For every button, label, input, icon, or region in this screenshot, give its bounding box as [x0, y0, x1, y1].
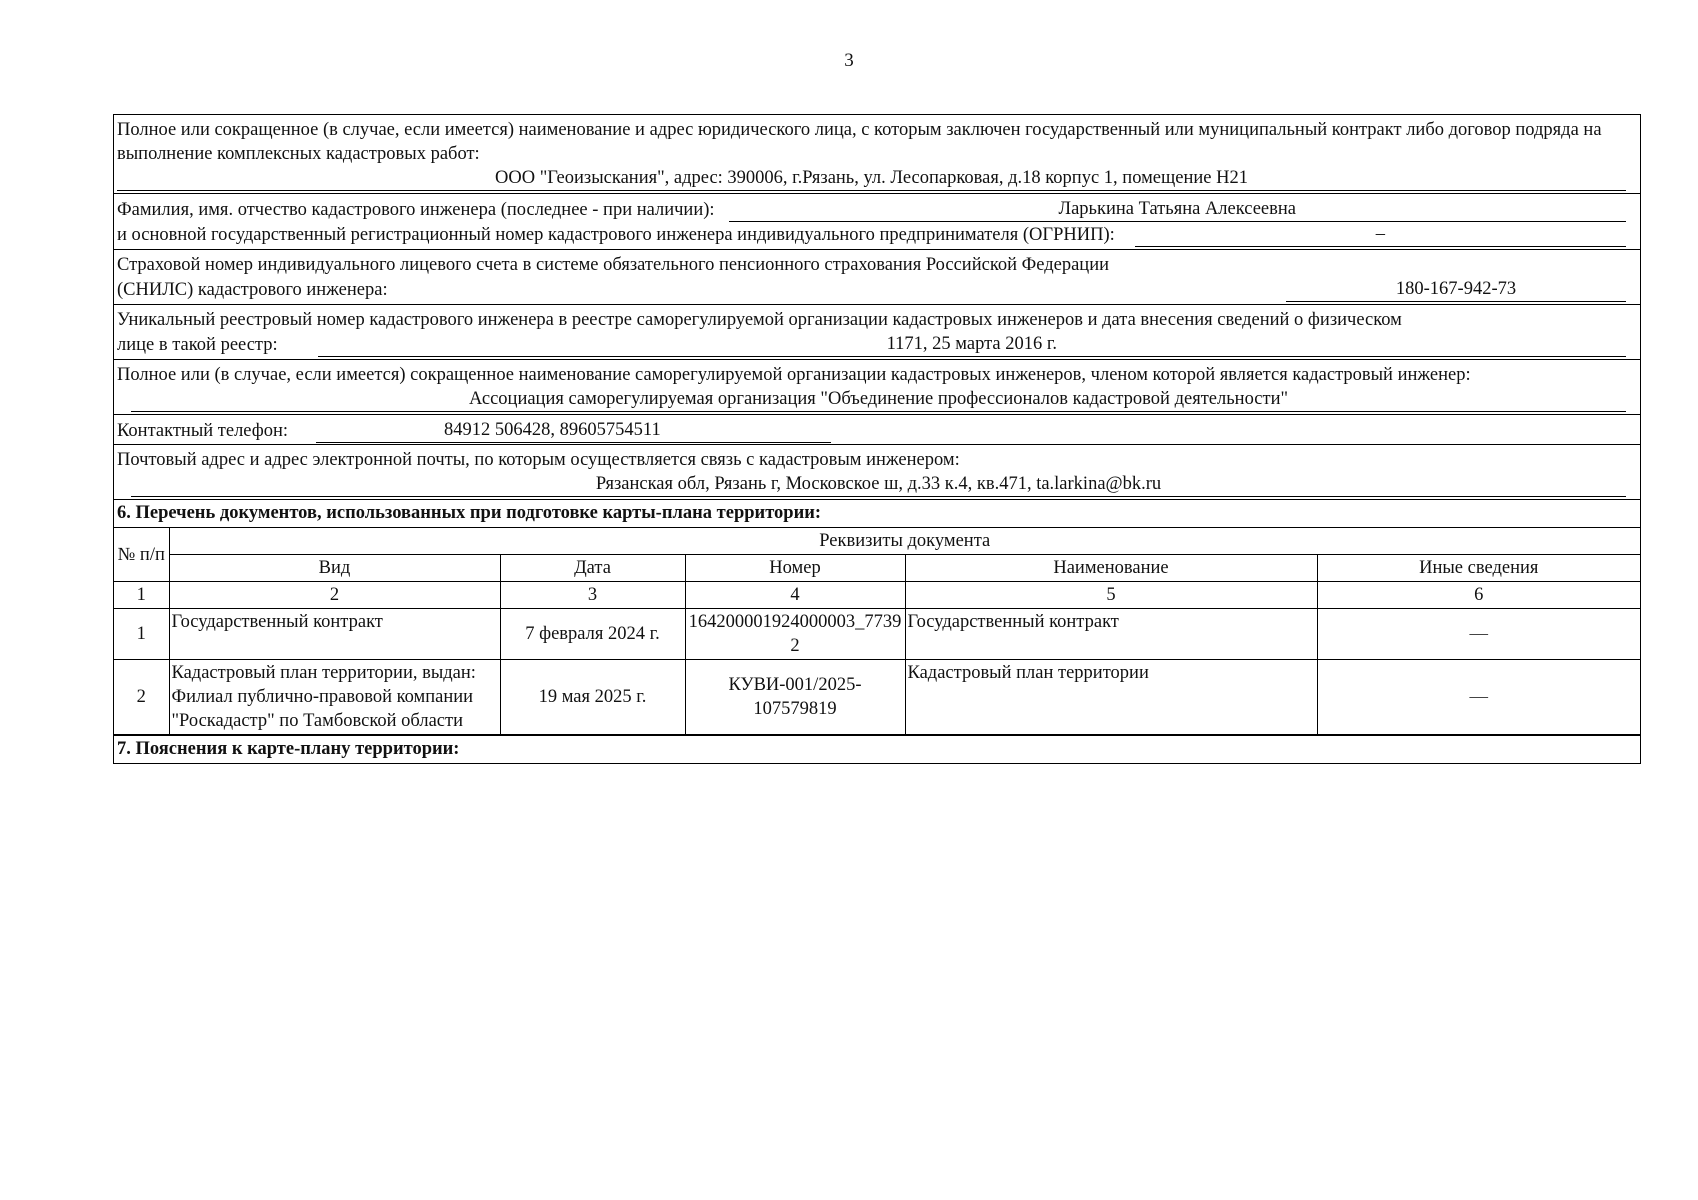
row-number: КУВИ-001/2025-107579819: [685, 660, 905, 735]
row-number: 164200001924000003_77392: [685, 609, 905, 660]
row-date: 19 мая 2025 г.: [500, 660, 685, 735]
contractor-value: ООО "Геоизыскания", адрес: 390006, г.Рязань, ул. Лесопарковая, д.18 корпус 1, помещение Н21: [117, 166, 1626, 191]
row-other: —: [1317, 660, 1640, 735]
document-sheet: [113, 114, 1641, 764]
col-header-name: Наименование: [905, 555, 1317, 582]
col-number: 6: [1317, 582, 1640, 609]
registry-value: 1171, 25 марта 2016 г.: [318, 332, 1626, 357]
sro-block: [114, 360, 1640, 415]
section7-title: 7. Пояснения к карте-плану территории:: [114, 735, 1640, 763]
sro-value: Ассоциация саморегулируемая организация "Объединение профессионалов кадастровой деятельности": [131, 387, 1626, 412]
row-num: 1: [114, 609, 169, 660]
row-date: 7 февраля 2024 г.: [500, 609, 685, 660]
contractor-label: Полное или сокращенное (в случае, если имеется) наименование и адрес юридического лица, с которым заключен государственный или муниципальный контракт либо договор подряда на выполнение комплексных кадастровых работ:: [117, 120, 1602, 164]
snils-block: [114, 250, 1640, 305]
row-name: Кадастровый план территории: [905, 660, 1317, 735]
row-name: Государственный контракт: [905, 609, 1317, 660]
row-kind: Кадастровый план территории, выдан: Филиал публично-правовой компании "Роскадастр" по Тамбовской области: [169, 660, 500, 735]
col-number: 4: [685, 582, 905, 609]
engineer-block: [114, 194, 1640, 250]
engineer-name-label: Фамилия, имя. отчество кадастрового инженера (последнее - при наличии):: [117, 200, 715, 220]
ogrnip-value: –: [1135, 222, 1626, 247]
col-header-number: Номер: [685, 555, 905, 582]
sro-label: Полное или (в случае, если имеется) сокращенное наименование саморегулируемой организации кадастровых инженеров, членом которой является кадастровый инженер:: [117, 365, 1471, 385]
snils-value: 180-167-942-73: [1286, 277, 1626, 302]
phone-label: Контактный телефон:: [117, 421, 289, 441]
group-header: Реквизиты документа: [169, 528, 1640, 555]
phone-block: [114, 415, 1640, 445]
col-number: 1: [114, 582, 169, 609]
contractor-block: [114, 115, 1640, 194]
registry-block: [114, 305, 1640, 360]
row-num: 2: [114, 660, 169, 735]
address-block: [114, 445, 1640, 500]
col-number: 2: [169, 582, 500, 609]
page-number: 3: [844, 50, 854, 71]
row-kind: Государственный контракт: [169, 609, 500, 660]
col-header-kind: Вид: [169, 555, 500, 582]
col-header-other: Иные сведения: [1317, 555, 1640, 582]
documents-table: [114, 528, 1640, 735]
registry-label-line2: лице в такой реестр:: [117, 335, 278, 355]
phone-value: 84912 506428, 89605754511: [316, 418, 831, 443]
engineer-name-value: Ларькина Татьяна Алексеевна: [729, 197, 1626, 222]
address-value: Рязанская обл, Рязань г, Московское ш, д.33 к.4, кв.471, ta.larkina@bk.ru: [131, 472, 1626, 497]
section6-title: 6. Перечень документов, использованных при подготовке карты-плана территории:: [114, 500, 1640, 528]
table-row: [114, 609, 1640, 660]
table-row: [114, 660, 1640, 735]
col-number: 3: [500, 582, 685, 609]
col-number: 5: [905, 582, 1317, 609]
col-header-date: Дата: [500, 555, 685, 582]
snils-label-line2: (СНИЛС) кадастрового инженера:: [117, 280, 388, 300]
address-label: Почтовый адрес и адрес электронной почты, по которым осуществляется связь с кадастровым инженером:: [117, 450, 960, 470]
ogrnip-label: и основной государственный регистрационный номер кадастрового инженера индивидуального предпринимателя (ОГРНИП):: [117, 225, 1115, 245]
snils-label-line1: Страховой номер индивидуального лицевого счета в системе обязательного пенсионного страхования Российской Федерации: [117, 255, 1110, 275]
registry-label-line1: Уникальный реестровый номер кадастрового инженера в реестре саморегулируемой организации кадастровых инженеров и дата внесения сведений о физическом: [117, 310, 1402, 330]
column-numbers-row: [114, 582, 1640, 609]
col-num-header: № п/п: [114, 528, 169, 582]
row-other: —: [1317, 609, 1640, 660]
